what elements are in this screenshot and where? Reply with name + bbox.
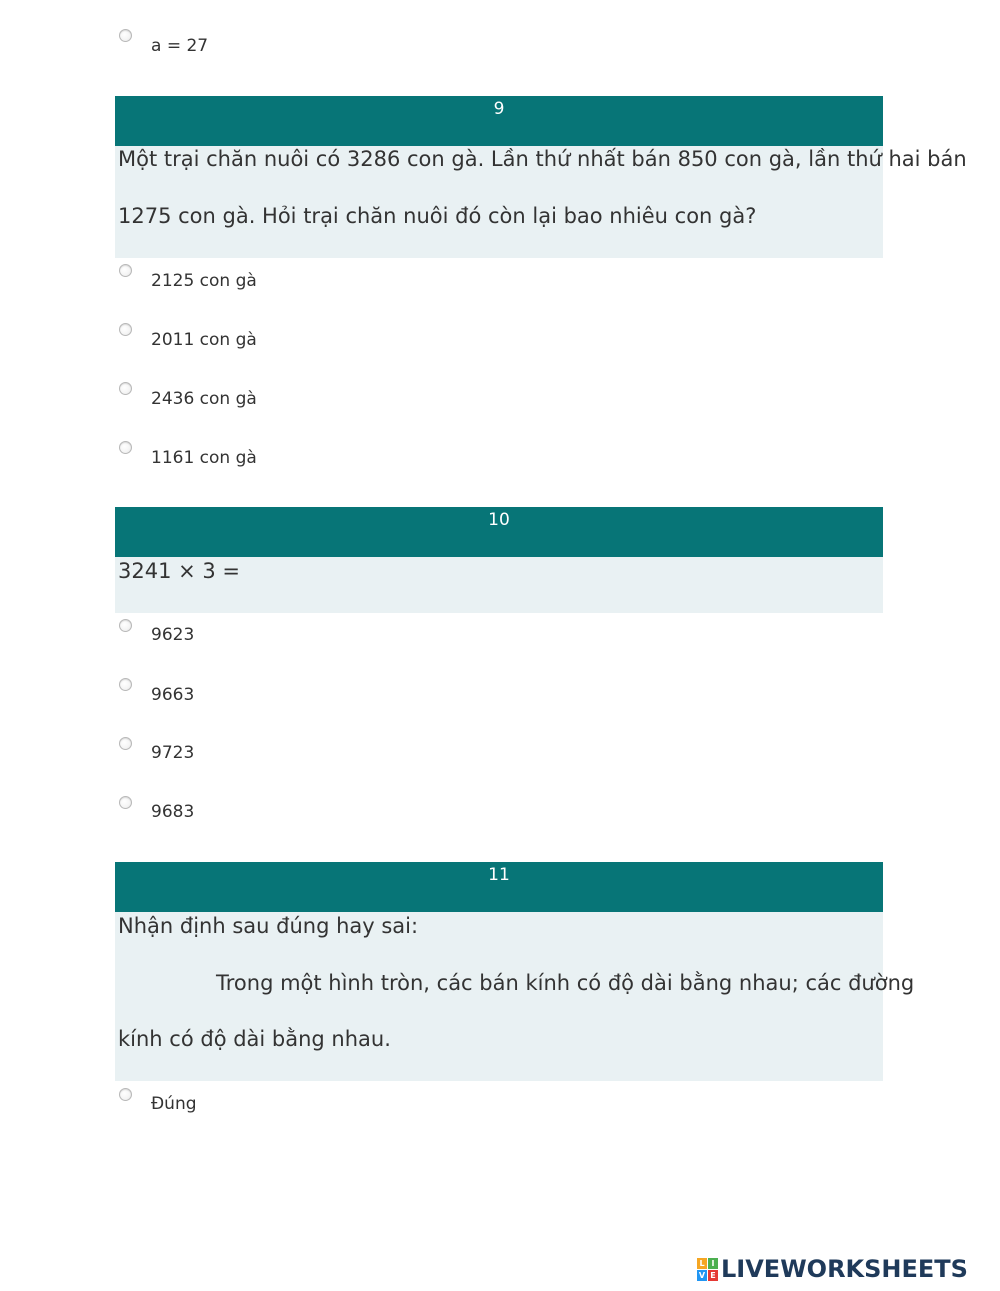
answer-label: 1161 con gà [151,448,257,468]
answer-radio[interactable] [119,29,132,42]
logo-text: LIVEWORKSHEETS [721,1255,968,1283]
question-number: 11 [488,865,510,885]
answer-radio[interactable] [119,441,132,454]
answer-label: 2436 con gà [151,389,257,409]
question-10-header [115,507,883,557]
question-text-line: Một trại chăn nuôi có 3286 con gà. Lần thứ nhất bán 850 con gà, lần thứ hai bán [118,147,967,171]
logo-tile: E [708,1270,718,1281]
question-text-line: 3241 × 3 = [118,559,241,583]
question-10-body [115,557,883,613]
answer-radio[interactable] [119,796,132,809]
question-9-header [115,96,883,146]
answer-label: 9663 [151,685,195,705]
answer-radio[interactable] [119,737,132,750]
answer-label: Đúng [151,1094,197,1114]
question-text-line: 1275 con gà. Hỏi trại chăn nuôi đó còn lại bao nhiêu con gà? [118,204,757,228]
answer-radio[interactable] [119,264,132,277]
question-number: 9 [493,99,505,119]
liveworksheets-logo [697,1256,968,1282]
question-text-line: kính có độ dài bằng nhau. [118,1027,391,1051]
answer-radio[interactable] [119,323,132,336]
answer-radio[interactable] [119,678,132,691]
question-9-body [115,146,967,258]
logo-tiles [697,1258,718,1281]
logo-tile: V [698,1270,706,1280]
answer-label: a = 27 [151,36,209,56]
answer-label: 9683 [151,802,195,822]
answer-radio[interactable] [119,1088,132,1101]
question-number: 10 [488,510,510,530]
logo-tile: I [708,1258,718,1269]
question-text-line: Nhận định sau đúng hay sai: [118,914,419,938]
answer-label: 2011 con gà [151,330,257,350]
answer-radio[interactable] [119,382,132,395]
answer-label: 9723 [151,743,195,763]
question-11-header [115,862,883,912]
logo-tile: L [697,1258,707,1269]
question-11-body [115,912,915,1081]
answer-label: 2125 con gà [151,271,257,291]
answer-radio[interactable] [119,619,132,632]
question-text-line: Trong một hình tròn, các bán kính có độ dài bằng nhau; các đường [216,971,915,995]
answer-label: 9623 [151,625,195,645]
